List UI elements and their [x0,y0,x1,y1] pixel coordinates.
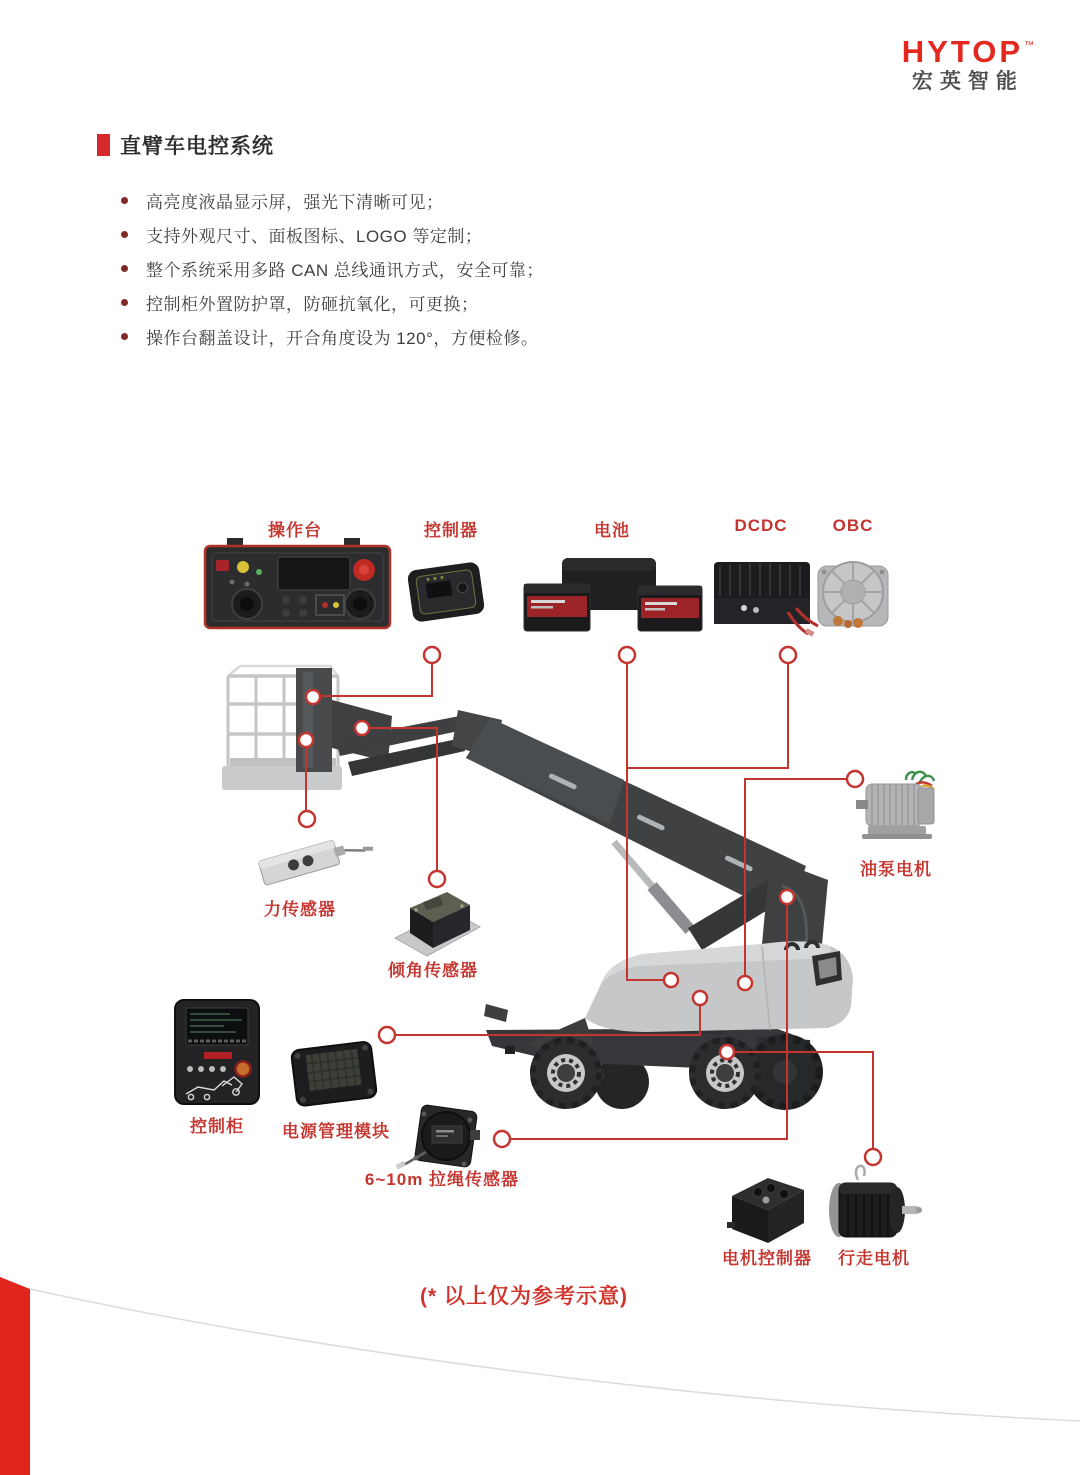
label-console: 操作台 [268,521,322,540]
label-dcdc: DCDC [734,516,788,535]
label-motor-controller: 电机控制器 [722,1249,812,1268]
trademark-mark: ™ [1024,40,1034,51]
label-controller: 控制器 [424,521,478,540]
power-mgmt-module-image [291,1041,377,1106]
boom-lift-illustration [222,666,853,1110]
label-travel-motor: 行走电机 [838,1249,910,1268]
feature-item: 高亮度液晶显示屏，强光下清晰可见； [121,183,544,217]
tilt-sensor-image [395,892,480,956]
reference-note: (* 以上仅为参考示意) [420,1285,628,1308]
force-sensor-image [258,830,375,886]
label-obc: OBC [832,516,874,535]
feature-item: 整个系统采用多路 CAN 总线通讯方式，安全可靠； [121,251,544,285]
corner-ribbon [0,1277,30,1475]
feature-item: 操作台翻盖设计，开合角度设为 120°，方便检修。 [121,319,544,353]
controller-image [407,561,486,623]
label-tilt-sensor: 倾角传感器 [388,961,478,980]
control-cabinet-image [175,1000,259,1104]
label-control-cabinet: 控制柜 [190,1117,244,1136]
wheel-front-left [530,1037,602,1109]
travel-motor-image [829,1166,922,1237]
label-oil-pump-motor: 油泵电机 [860,860,932,879]
obc-image [818,562,888,628]
rope-sensor-image [396,1104,480,1169]
label-battery: 电池 [594,521,630,540]
logo-brand: HYTOP™ [901,34,1034,69]
feature-item: 控制柜外置防护罩，防砸抗氧化，可更换； [121,285,544,319]
battery-image [524,558,702,631]
motor-controller-image [727,1178,804,1243]
oil-pump-motor-image [856,772,934,839]
line-dcdc [628,663,788,768]
feature-item: 支持外观尺寸、面板图标、LOGO 等定制； [121,217,544,251]
basket-mast [296,668,332,772]
page-title: 直臂车电控系统 [120,135,274,158]
dcdc-image [714,562,818,637]
label-power-mgmt: 电源管理模块 [282,1122,390,1141]
label-rope-sensor: 6~10m 拉绳传感器 [364,1170,520,1189]
logo-company: 宏英智能 [911,70,1024,93]
label-force-sensor: 力传感器 [264,900,336,919]
console-image [205,538,390,628]
